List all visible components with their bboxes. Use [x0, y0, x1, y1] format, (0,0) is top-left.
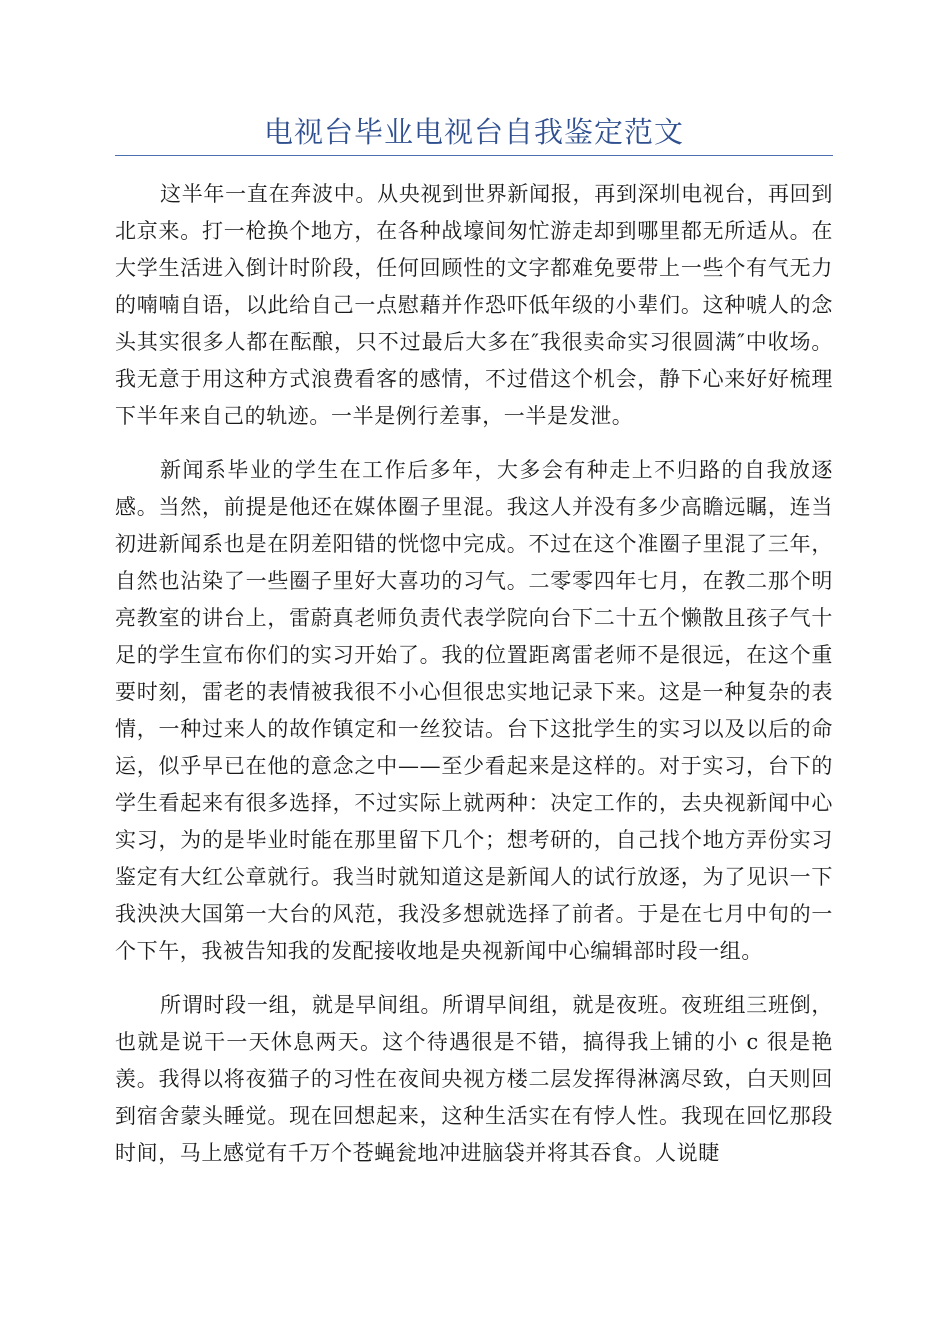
title-underline — [115, 155, 833, 156]
paragraph-1: 这半年一直在奔波中。从央视到世界新闻报，再到深圳电视台，再回到北京来。打一枪换个地方，在各种战壕间匆忙游走却到哪里都无所适从。在大学生活进入倒计时阶段，任何回顾性的文字都难免要带上一些个有气无力的喃喃自语，以此给自己一点慰藉并作恐吓低年级的小辈们。这种唬人的念头其实很多人都在酝酿，只不过最后大多在″我很卖命实习很圆满″中收场。我无意于用这种方式浪费看客的感情，不过借这个机会，静下心来好好梳理下半年来自己的轨迹。一半是例行差事，一半是发泄。 — [115, 182, 833, 428]
paragraph-2: 新闻系毕业的学生在工作后多年，大多会有种走上不归路的自我放逐感。当然，前提是他还在媒体圈子里混。我这人并没有多少高瞻远瞩，连当初进新闻系也是在阴差阳错的恍惚中完成。不过在这个准圈子里混了三年，自然也沾染了一些圈子里好大喜功的习气。二零零四年七月，在教二那个明亮教室的讲台上，雷蔚真老师负责代表学院向台下二十五个懒散且孩子气十足的学生宣布你们的实习开始了。我的位置距离雷老师不是很远，在这个重要时刻，雷老的表情被我很不小心但很忠实地记录下来。这是一种复杂的表情，一种过来人的故作镇定和一丝狡诘。台下这批学生的实习以及以后的命运，似乎早已在他的意念之中——至少看起来是这样的。对于实习，台下的学生看起来有很多选择，不过实际上就两种：决定工作的，去央视新闻中心实习，为的是毕业时能在那里留下几个；想考研的，自己找个地方弄份实习鉴定有大红公章就行。我当时就知道这是新闻人的试行放逐，为了见识一下我泱泱大国第一大台的风范，我没多想就选择了前者。于是在七月中旬的一个下午，我被告知我的发配接收地是央视新闻中心编辑部时段一组。 — [115, 458, 833, 963]
document-title: 电视台毕业电视台自我鉴定范文 — [263, 115, 684, 149]
paragraph-3: 所谓时段一组，就是早间组。所谓早间组，就是夜班。夜班组三班倒，也就是说干一天休息两天。这个待遇很是不错，搞得我上铺的小 c 很是艳羡。我得以将夜猫子的习性在夜间央视方楼二层发挥得淋漓尽致，白天则回到宿舍蒙头睡觉。现在回想起来，这种生活实在有悖人性。我现在回忆那段时间，马上感觉有千万个苍蝇瓮地冲进脑袋并将其吞食。人说睫 — [115, 993, 833, 1165]
document-body — [115, 176, 833, 1189]
